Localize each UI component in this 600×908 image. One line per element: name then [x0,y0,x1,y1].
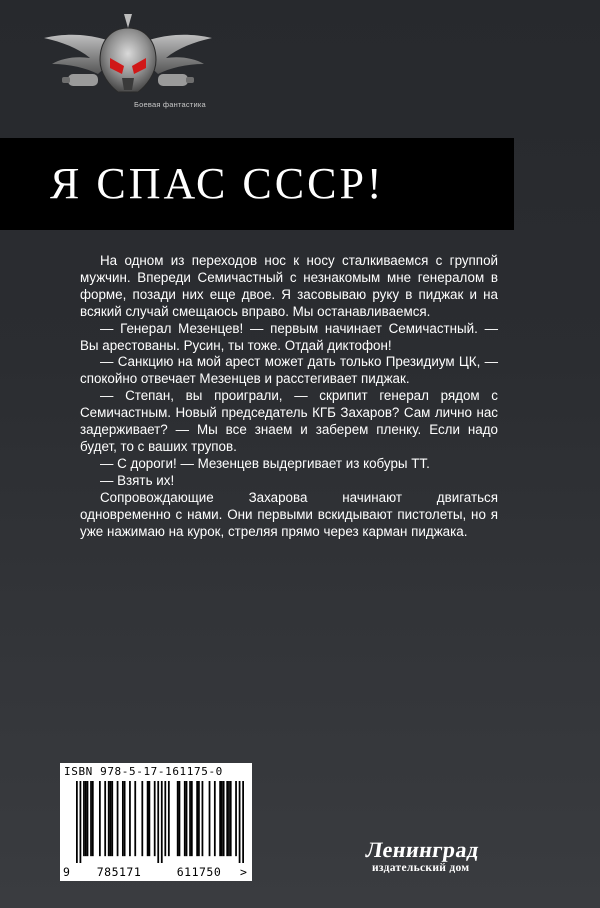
barcode-bar [179,781,181,856]
publisher-subtitle: издательский дом [372,862,470,874]
blurb-paragraph: Сопровождающие Захарова начинают двигаться одновременно с нами. Они первыми вскидывают пистолеты, но я уже нажимаю на курок, стреляя прямо через карман пиджака. [80,489,498,539]
barcode-bar [196,781,198,856]
barcode-bar [104,781,106,856]
barcode-bar [202,781,204,856]
barcode-bar [184,781,186,856]
blurb-text [80,253,498,540]
blurb-paragraph: — Генерал Мезенцев! — первым начинает Семичастный. — Вы арестованы. Русин, ты тоже. Отдай диктофон! [80,320,498,353]
barcode-bar [141,781,143,856]
barcode-bar [149,781,151,856]
barcode-bar [230,781,232,856]
barcode-bar [134,781,136,856]
barcode-bar [228,781,230,856]
barcode-bar [83,781,85,856]
barcode-bar [87,781,89,856]
publisher-name: Ленинград [364,837,481,862]
barcode-bar [161,781,163,863]
barcode-bar [198,781,200,856]
blurb-paragraph: — Санкцию на мой арест может дать только Президиум ЦК, — спокойно отвечает Мезенцев и расстегивает пиджак. [80,354,498,387]
ean-lead-digit: 9 [63,865,70,879]
barcode-bar [124,781,126,856]
barcode-bar [168,781,170,856]
barcode-bar [219,781,221,856]
barcode-bar [92,781,94,856]
publisher-logo [366,838,516,874]
barcode-bar [191,781,193,856]
barcode-bar [90,781,92,856]
ean-right-digits: 611750 [176,865,222,879]
barcode-bar [117,781,119,856]
barcode-bar [99,781,101,856]
blurb-paragraph: — С дороги! — Мезенцев выдергивает из кобуры ТТ. [100,455,430,471]
barcode-bar [164,781,166,856]
barcode-icon [76,781,244,863]
barcode-bar [186,781,188,856]
book-title: Я СПАС СССР! [50,159,385,208]
series-logo [38,8,218,118]
barcode-bar [147,781,149,856]
blurb-paragraph: — Степан, вы проиграли, — скрипит генерал рядом с Семичастным. Новый председатель КГБ Захаров? Сам лично нас задерживает? — Мы все знаем и заберем пленку. Если надо будет, то с ваших трупов. [80,388,498,454]
barcode-bar [223,781,225,856]
barcode-bar [110,781,112,856]
barcode-bar [157,781,159,863]
barcode-bar [226,781,228,856]
barcode-bar [129,781,131,856]
blurb-paragraph: — Взять их! [100,472,175,488]
blurb-paragraph: На одном из переходов нос к носу сталкиваемся с группой мужчин. Впереди Семичастный с незнакомым мне генералом в форме, позади них еще двое. Я засовываю руку в пиджак и на всякий случай смещаюсь вправо. Мы останавливаемся. [80,253,498,319]
barcode-bar [189,781,191,856]
barcode-bar [214,781,216,856]
barcode-bar [76,781,78,863]
barcode-bar [111,781,113,856]
isbn-label: ISBN 978-5-17-161175-0 [64,765,223,778]
barcode-bar [85,781,87,856]
barcode-bar [221,781,223,856]
isbn-barcode [60,763,252,881]
ean-arrow: > [240,865,247,879]
barcode-bar [209,781,211,856]
barcode-bar [235,781,237,856]
barcode-bar [177,781,179,856]
series-caption: Боевая фантастика [134,100,206,109]
barcode-bar [80,781,82,863]
ean-left-digits: 785171 [96,865,142,879]
barcode-bar [122,781,124,856]
barcode-bar [242,781,244,863]
barcode-bar [108,781,110,856]
barcode-bar [239,781,241,863]
barcode-bar [154,781,156,856]
